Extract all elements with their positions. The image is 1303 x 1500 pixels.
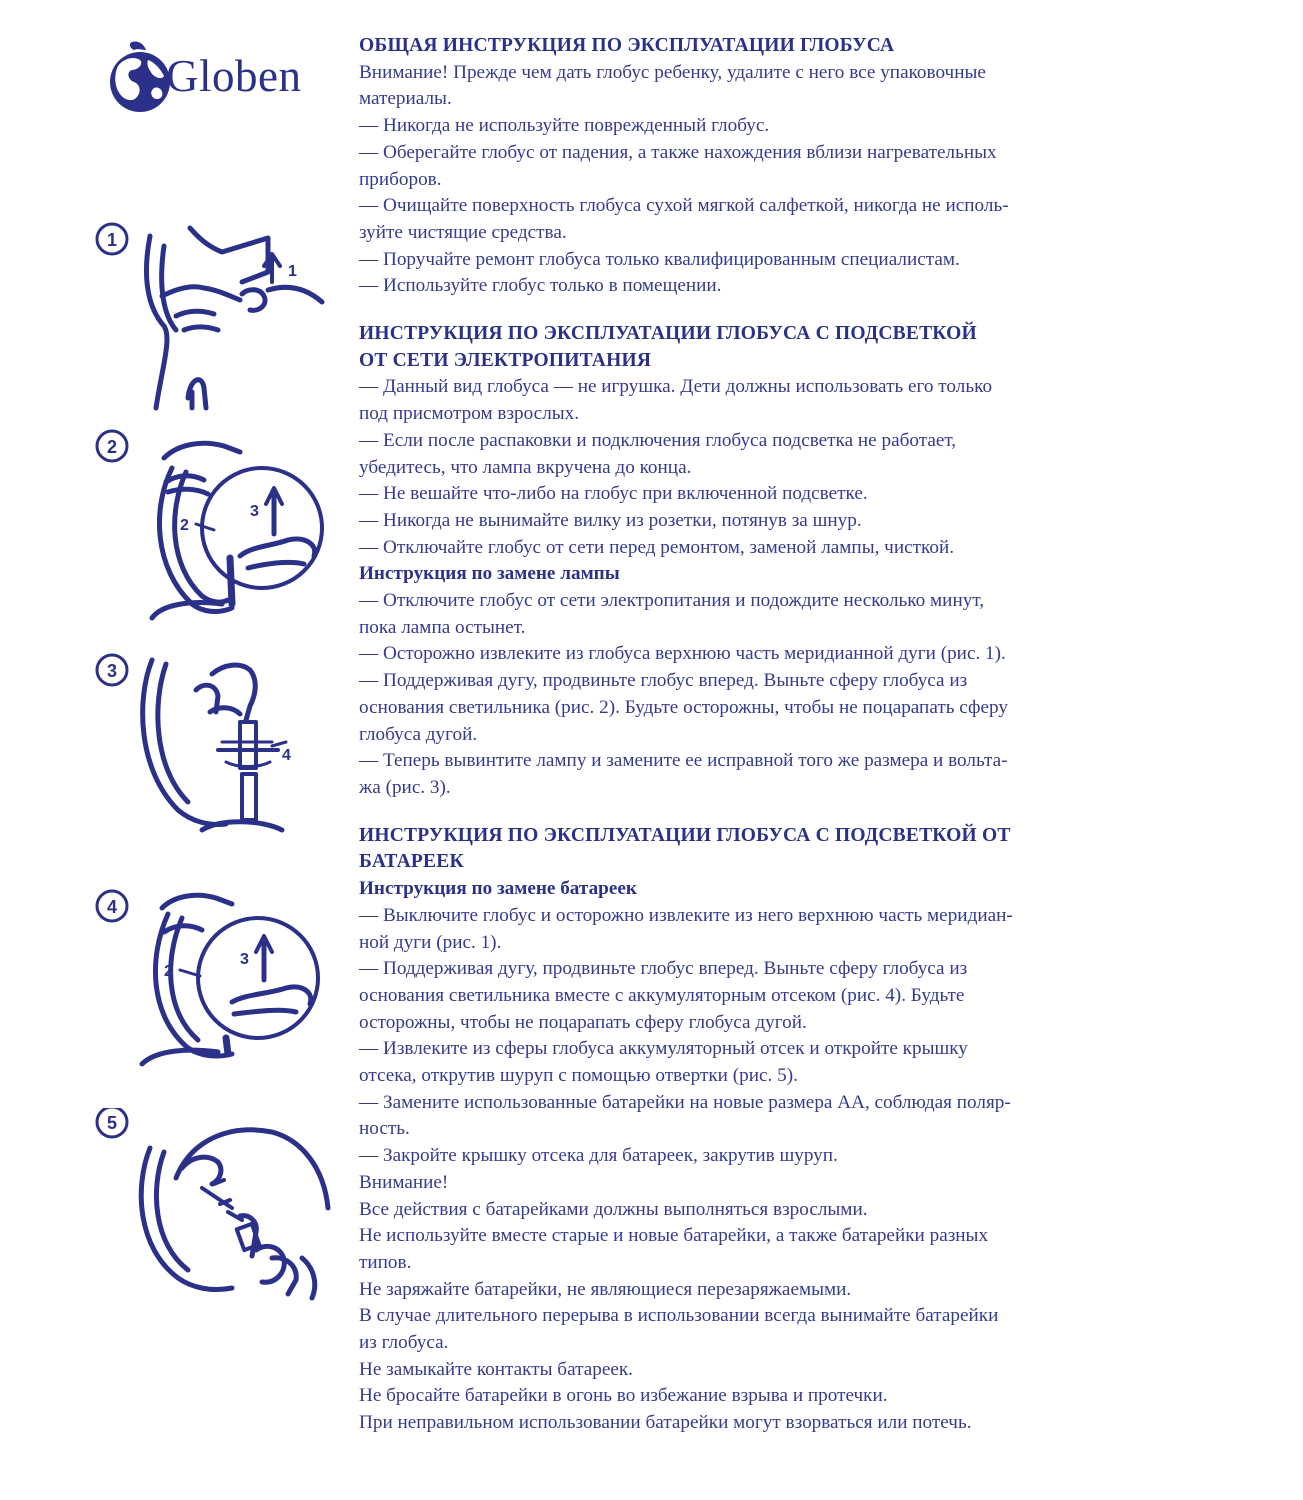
figure-number: 5 [106, 1113, 118, 1133]
logo-text: Globen [166, 51, 302, 101]
figure-label: 3 [250, 503, 259, 520]
section-general [359, 33, 1129, 300]
text-line: — Поддерживая дугу, продвиньте глобус вперед. Выньте сферу глобуса из [359, 958, 968, 980]
figure-number: 4 [106, 897, 118, 917]
text-line: под присмотром взрослых. [359, 403, 580, 425]
text-line: — Никогда не используйте поврежденный глобус. [359, 115, 770, 137]
subheading: Инструкция по замене батареек [359, 878, 637, 900]
text-line: типов. [359, 1251, 412, 1273]
figure-label: 4 [282, 747, 291, 764]
text-line: пока лампа остынет. [359, 616, 526, 638]
text-line: Не используйте вместе старые и новые батарейки, а также батарейки разных [359, 1225, 989, 1247]
text-line: приборов. [359, 168, 442, 190]
figure-number: 3 [106, 661, 118, 681]
text-line: — Данный вид глобуса — не игрушка. Дети должны использовать его только [359, 376, 993, 398]
open-battery-compartment-illustration-icon [92, 1108, 332, 1303]
globe-logo-icon [104, 36, 174, 120]
text-line: убедитесь, что лампа вкручена до конца. [359, 456, 692, 478]
text-line: зуйте чистящие средства. [359, 221, 567, 243]
subheading: Инструкция по замене лампы [359, 563, 620, 585]
figure-5 [92, 1108, 332, 1303]
globen-logo [104, 36, 334, 120]
text-line: — Поддерживая дугу, продвиньте глобус вперед. Выньте сферу глобуса из [359, 670, 968, 692]
text-line: Не заряжайте батарейки, не являющиеся перезаряжаемыми. [359, 1278, 852, 1300]
figure-label: 2 [180, 517, 189, 534]
instructions-text [359, 33, 1129, 1437]
figure-label: 1 [288, 263, 297, 280]
text-line: жа (рис. 3). [359, 776, 451, 798]
remove-sphere-battery-illustration-icon [92, 888, 332, 1083]
text-line: Все действия с батарейками должны выполняться взрослыми. [359, 1198, 868, 1220]
text-line: из глобуса. [359, 1332, 449, 1354]
figure-label: 3 [240, 951, 249, 968]
text-line: — Используйте глобус только в помещении. [359, 275, 722, 297]
figure-number: 1 [106, 230, 118, 250]
section-heading: ОТ СЕТИ ЭЛЕКТРОПИТАНИЯ [359, 349, 652, 371]
section-mains-lighting [359, 321, 1129, 802]
unscrew-lamp-illustration-icon [92, 650, 332, 845]
text-line: Не бросайте батарейки в огонь во избежание взрыва и протечки. [359, 1385, 888, 1407]
text-line: — Поручайте ремонт глобуса только квалифицированным специалистам. [359, 248, 960, 270]
text-line: — Отключите глобус от сети электропитания и подождите несколько минут, [359, 590, 985, 612]
section-heading: БАТАРЕЕК [359, 851, 464, 873]
section-battery-lighting [359, 823, 1129, 1437]
text-line: основания светильника (рис. 2). Будьте осторожны, чтобы не поцарапать сферу [359, 696, 1008, 718]
text-line: материалы. [359, 88, 452, 110]
text-line: — Замените использованные батарейки на новые размера АА, соблюдая поляр- [359, 1091, 1011, 1113]
figure-1 [92, 218, 332, 413]
text-line: — Извлеките из сферы глобуса аккумуляторный отсек и откройте крышку [359, 1038, 968, 1060]
remove-sphere-illustration-icon [92, 428, 332, 623]
text-line: — Оберегайте глобус от падения, а также нахождения вблизи нагревательных [359, 141, 997, 163]
section-heading: ОБЩАЯ ИНСТРУКЦИЯ ПО ЭКСПЛУАТАЦИИ ГЛОБУСА [359, 35, 895, 56]
text-line: Не замыкайте контакты батареек. [359, 1358, 633, 1380]
text-line: — Не вешайте что-либо на глобус при включенной подсветке. [359, 483, 868, 505]
text-line: ность. [359, 1118, 410, 1140]
text-line: При неправильном использовании батарейки могут взорваться или потечь. [359, 1412, 972, 1434]
figure-4 [92, 888, 332, 1083]
figure-2 [92, 428, 332, 623]
lift-meridian-arc-illustration-icon [92, 218, 332, 413]
text-line: отсека, открутив шуруп с помощью отвертки (рис. 5). [359, 1065, 798, 1087]
text-line: — Закройте крышку отсека для батареек, закрутив шуруп. [359, 1145, 838, 1167]
text-line: осторожны, чтобы не поцарапать сферу глобуса дугой. [359, 1011, 807, 1033]
text-line: Внимание! [359, 1171, 449, 1193]
text-line: ной дуги (рис. 1). [359, 931, 502, 953]
text-line: — Осторожно извлеките из глобуса верхнюю часть меридианной дуги (рис. 1). [359, 643, 1006, 665]
text-line: — Выключите глобус и осторожно извлеките из него верхнюю часть меридиан- [359, 904, 1013, 926]
text-line: — Никогда не вынимайте вилку из розетки, потянув за шнур. [359, 509, 862, 531]
text-line: основания светильника вместе с аккумуляторным отсеком (рис. 4). Будьте [359, 984, 965, 1006]
text-line: — Если после распаковки и подключения глобуса подсветка не работает, [359, 429, 957, 451]
text-line: — Теперь вывинтите лампу и замените ее исправной того же размера и вольта- [359, 750, 1008, 772]
section-heading: ИНСТРУКЦИЯ ПО ЭКСПЛУАТАЦИИ ГЛОБУСА С ПОДСВЕТКОЙ [359, 323, 977, 345]
text-line: В случае длительного перерыва в использовании всегда вынимайте батарейки [359, 1305, 999, 1327]
figure-3 [92, 650, 332, 845]
figure-number: 2 [106, 437, 118, 457]
section-heading: ИНСТРУКЦИЯ ПО ЭКСПЛУАТАЦИИ ГЛОБУСА С ПОДСВЕТКОЙ ОТ [359, 824, 1011, 846]
text-line: глобуса дугой. [359, 723, 478, 745]
figure-label: 2 [164, 963, 173, 980]
text-line: Внимание! Прежде чем дать глобус ребенку, удалите с него все упаковочные [359, 61, 986, 83]
text-line: — Очищайте поверхность глобуса сухой мягкой салфеткой, никогда не исполь- [359, 195, 1009, 217]
text-line: — Отключайте глобус от сети перед ремонтом, заменой лампы, чисткой. [359, 536, 955, 558]
